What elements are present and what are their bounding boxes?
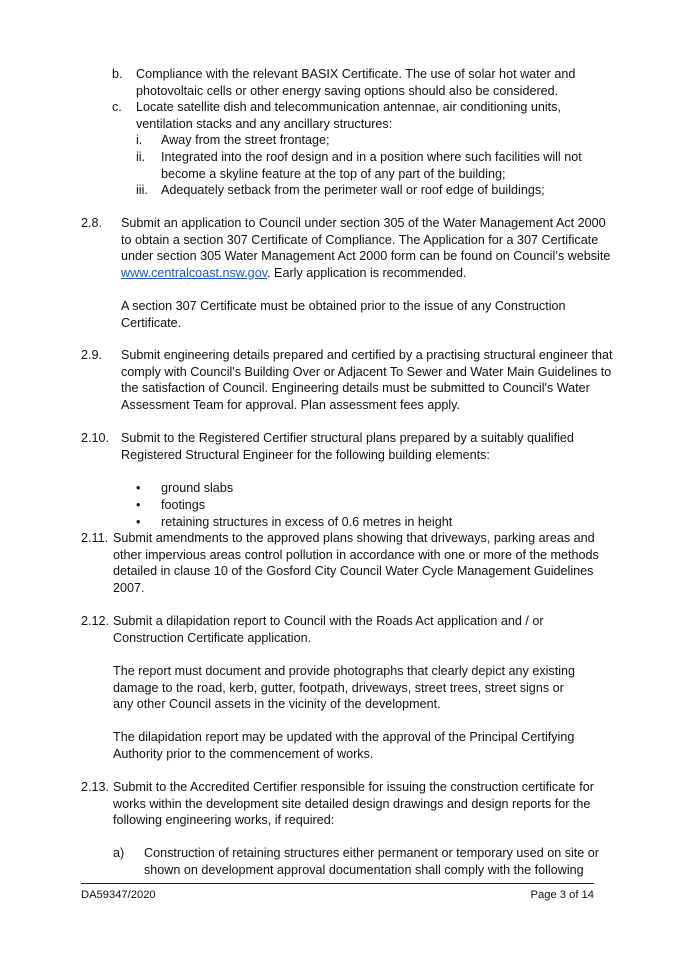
section-2-8-paragraph-2: A section 307 Certificate must be obtained prior to the issue of any Construction Certificate. [121, 299, 566, 330]
page-number: Page 3 of 14 [530, 889, 594, 901]
section-number-2-12: 2.12. [81, 614, 110, 628]
list-label-a: a) [113, 846, 125, 860]
section-number-2-13: 2.13. [81, 780, 110, 794]
section-number-2-9: 2.9. [81, 348, 103, 362]
list-label-c: c. [112, 100, 122, 114]
list-item-b: Compliance with the relevant BASIX Certificate. The use of solar hot water and photovoltaic cells or other energy saving options should also be considered. [136, 67, 576, 98]
section-2-12-paragraph-3: The dilapidation report may be updated with the approval of the Principal Certifying Authority prior to the commencement of works. [113, 730, 575, 761]
section-number-2-8: 2.8. [81, 216, 103, 230]
sublist-item-i: Away from the street frontage; [161, 133, 330, 147]
sublist-label-i: i. [136, 133, 143, 147]
council-website-link[interactable]: www.centralcoast.nsw.gov [121, 265, 268, 280]
section-2-8-paragraph-1 [121, 215, 611, 281]
section-2-10-paragraph: Submit to the Registered Certifier structural plans prepared by a suitably qualified Registered Structural Engineer for the following building elements: [121, 431, 574, 462]
section-2-13-paragraph: Submit to the Accredited Certifier responsible for issuing the construction certificate for works within the development site detailed design drawings and design reports for the following engineering works, if required: [113, 780, 594, 827]
section-number-2-10: 2.10. [81, 431, 110, 445]
sublist-label-iii: iii. [136, 183, 148, 197]
bullet-item: ground slabs [161, 481, 234, 495]
section-2-12-paragraph-2: The report must document and provide photographs that clearly depict any existing damage to the road, kerb, gutter, footpath, driveways, street trees, street signs or any other Council assets in the vicinity of the development. [113, 664, 576, 711]
bullet-icon: • [136, 515, 141, 529]
section-2-8-text-after: . Early application is recommended. [267, 265, 467, 280]
list-item-c: Locate satellite dish and telecommunication antennae, air conditioning units, ventilation stacks and any ancillary structures: [136, 100, 561, 131]
footer-divider [81, 883, 594, 884]
section-number-2-11: 2.11. [81, 531, 109, 545]
document-reference: DA59347/2020 [81, 889, 156, 901]
section-2-8-text-before: Submit an application to Council under section 305 of the Water Management Act 2000 to obtain a section 307 Certificate of Compliance. The Application for a 307 Certificate under section 305 Water Management Act 2000 form can be found on Council’s website [121, 216, 611, 263]
bullet-item: footings [161, 498, 206, 512]
section-2-11-paragraph: Submit amendments to the approved plans showing that driveways, parking areas and other impervious areas control pollution in accordance with one or more of the methods detailed in clause 10 of the Gosford City Council Water Cycle Management Guidelines 2007. [113, 531, 599, 595]
bullet-icon: • [136, 481, 141, 495]
sublist-label-ii: ii. [136, 150, 146, 164]
list-label-b: b. [112, 67, 123, 81]
sublist-item-iii: Adequately setback from the perimeter wall or roof edge of buildings; [161, 183, 545, 197]
section-2-12-paragraph-1: Submit a dilapidation report to Council with the Roads Act application and / or Construction Certificate application. [113, 614, 544, 645]
section-2-9-paragraph: Submit engineering details prepared and certified by a practising structural engineer that comply with Council's Building Over or Adjacent To Sewer and Water Main Guidelines to the satisfaction of Council. Engineering details must be submitted to Council's Water Assessment Team for approval. Plan assessment fees apply. [121, 348, 613, 412]
list-item-a: Construction of retaining structures either permanent or temporary used on site or shown on development approval documentation shall comply with the following [144, 846, 599, 877]
sublist-item-ii: Integrated into the roof design and in a position where such facilities will not become a skyline feature at the top of any part of the building; [161, 150, 582, 181]
bullet-icon: • [136, 498, 141, 512]
bullet-item: retaining structures in excess of 0.6 metres in height [161, 515, 453, 529]
